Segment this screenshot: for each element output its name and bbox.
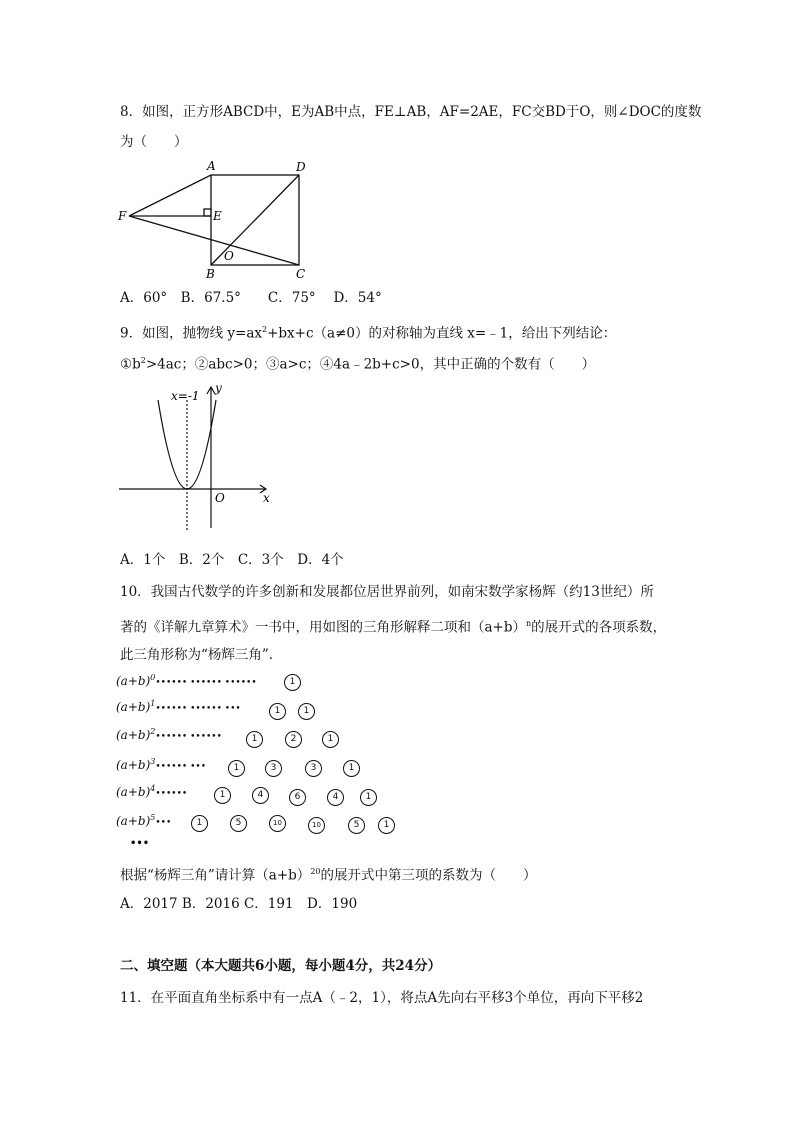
- q10-question: [120, 862, 537, 886]
- q9-origin-label: O: [215, 491, 225, 505]
- triangle-row-2-label: $(a+b)^2••••••$ ••••••: [116, 727, 222, 742]
- q8-label-a: A: [207, 159, 216, 173]
- triangle-number: 6: [289, 789, 306, 806]
- q10-question-post: 的展开式中第三项的系数为（ ）: [320, 867, 537, 884]
- triangle-number: 1: [360, 789, 377, 806]
- q10-text-line2: [120, 614, 666, 638]
- q9-parabola-graph: [115, 378, 280, 538]
- q9-line2-pre: ①b: [120, 356, 141, 373]
- q9-line2-sup: 2: [140, 356, 146, 365]
- q8-label-c: C: [296, 267, 306, 281]
- triangle-number: 10: [269, 815, 286, 832]
- q10-line2-post: 的展开式的各项系数，: [531, 619, 667, 636]
- q8-text-line2: 为（ ）: [120, 134, 188, 150]
- triangle-number: 1: [284, 674, 301, 691]
- q9-x-label: x: [263, 491, 270, 505]
- triangle-number: 1: [322, 731, 339, 748]
- q8-square-figure: [110, 158, 320, 283]
- q8-label-e: E: [213, 209, 222, 223]
- q9-line1-sup: 2: [261, 325, 268, 334]
- q8-options: A．60° B．67.5° C．75° D．54°: [120, 290, 382, 306]
- triangle-number: 1: [228, 760, 245, 777]
- q10-question-pre: 根据“杨辉三角”请计算（a+b）: [120, 867, 311, 884]
- triangle-number: 10: [308, 817, 325, 834]
- triangle-number: 4: [252, 787, 269, 804]
- triangle-number: 5: [230, 815, 247, 832]
- q11-text-line1: 11．在平面直角坐标系中有一点A（﹣2，1），将点A先向右平移3个单位，再向下平移2: [120, 990, 644, 1006]
- q9-line1-post: +bx+c（a≠0）的对称轴为直线 x=﹣1，给出下列结论：: [267, 325, 617, 342]
- triangle-number: 1: [214, 787, 231, 804]
- triangle-number: 1: [343, 760, 360, 777]
- triangle-row-0-label: $(a+b)^0••••••$ •••••• ••••••: [116, 673, 257, 688]
- q10-text-line3: 此三角形称为“杨辉三角”．: [120, 647, 283, 663]
- q8-label-f: F: [118, 209, 127, 223]
- triangle-number: 1: [298, 703, 315, 720]
- q10-question-sup: 20: [310, 867, 321, 876]
- q9-text-line2: [120, 351, 595, 375]
- q9-line2-post: >4ac；②abc>0；③a>c；④4a﹣2b+c>0，其中正确的个数有（ ）: [145, 356, 596, 373]
- triangle-number: 3: [305, 760, 322, 777]
- triangle-number: 4: [327, 789, 344, 806]
- q10-options: A．2017 B．2016 C．191 D．190: [120, 896, 358, 912]
- triangle-number: 5: [348, 817, 365, 834]
- triangle-number: 1: [269, 703, 286, 720]
- q9-line1-pre: 9．如图，抛物线 y=ax: [120, 325, 262, 342]
- q8-label-d: D: [296, 160, 306, 174]
- triangle-more-dots: •••: [130, 838, 150, 849]
- triangle-number: 1: [191, 815, 208, 832]
- triangle-row-4-label: $(a+b)^4••••••$: [116, 784, 188, 799]
- section-2-title: 二、填空题（本大题共6小题，每小题4分，共24分）: [120, 958, 442, 974]
- triangle-row-1-label: $(a+b)^1••••••$ •••••• •••: [116, 699, 241, 714]
- triangle-number: 2: [285, 731, 302, 748]
- q9-text-line1: [120, 320, 616, 344]
- triangle-row-3-label: $(a+b)^3••••••$ •••: [116, 757, 206, 772]
- q10-text-line1: 10．我国古代数学的许多创新和发展都位居世界前列，如南宋数学家杨辉（约13世纪）所: [120, 584, 654, 600]
- q9-y-label: y: [215, 381, 222, 395]
- triangle-number: 3: [265, 760, 282, 777]
- triangle-row-5-label: $(a+b)^5•••$: [116, 813, 172, 828]
- q9-options: A．1个 B．2个 C．3个 D．4个: [120, 552, 344, 568]
- triangle-number: 1: [378, 817, 395, 834]
- q8-text-line1: 8．如图，正方形ABCD中，E为AB中点，FE⊥AB，AF=2AE，FC交BD于O，则∠DOC的度数: [120, 104, 702, 120]
- triangle-number: 1: [246, 731, 263, 748]
- q8-label-o: O: [224, 249, 234, 263]
- q10-line2-pre: 著的《详解九章算术》一书中，用如图的三角形解释二项和（a+b）: [120, 619, 527, 636]
- q8-label-b: B: [206, 267, 215, 281]
- q10-line2-sup: n: [526, 619, 532, 628]
- q9-axis-label: x=-1: [171, 389, 200, 403]
